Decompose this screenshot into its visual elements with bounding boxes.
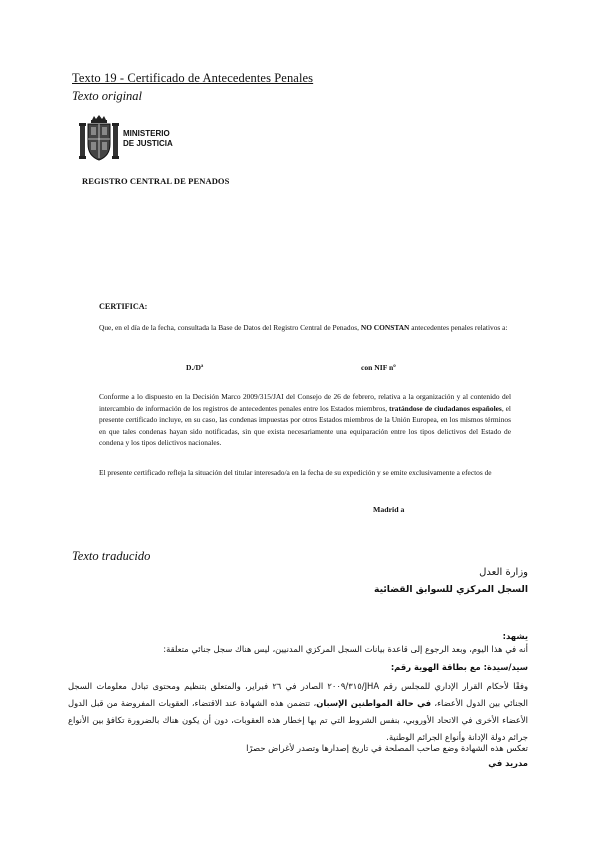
original-text-label: Texto original [72, 89, 143, 103]
arabic-p2-bold: في حالة المواطنين الإسبان [316, 698, 432, 708]
arabic-p2-b: ، تتضمن هذه الشهادة عند الاقتضاء، العقوبات المفروضة من قبل الدول الأعضاء الأخرى في الاتحاد الأوروبي، بنفس الشروط التي تم بها إخطار هذه العقوبات، دون أن يكون هناك بالضرورة تكافؤ بين الأنواع جرائم دولة الإدانة وأنواع الجرائم الوطنية. [68, 698, 528, 742]
arabic-paragraph-3: تعكس هذه الشهادة وضع صاحب المصلحة في تاريخ إصدارها وتصدر لأغراض حصرًا [246, 743, 528, 753]
registry-heading: REGISTRO CENTRAL DE PENADOS [82, 176, 230, 186]
arabic-p2-a: وفقًا لأحكام القرار الإداري للمجلس رقم JHA/٢٠٠٩/٣١٥ الصادر في ٢٦ فبراير، والمتعلق بتنظيم ومحتوى تبادل معلومات السجل الجنائي بين الدول الأعضاء، [68, 681, 529, 708]
arabic-paragraph-2 [68, 678, 528, 746]
ministry-name [123, 129, 173, 149]
coat-of-arms-icon [78, 114, 120, 164]
arabic-name-id-line: سيد/سيدة: مع بطاقة الهوية رقم: [390, 662, 528, 672]
madrid-date-line: Madrid a [373, 505, 405, 514]
p1-bold: NO CONSTAN [360, 323, 410, 332]
arabic-registry: السجل المركزي للسوابق القضائية [374, 584, 528, 595]
translated-text-label: Texto traducido [72, 549, 151, 563]
ministry-line-1: MINISTERIO [123, 129, 170, 138]
p2-bold: tratándose de ciudadanos españoles [389, 403, 502, 413]
p1-text: Que, en el día de la fecha, consultada la Base de Datos del Registro Central de Penados, [99, 323, 361, 332]
arabic-certify: يشهد: [502, 631, 528, 641]
p1-tail: antecedentes penales relativos a: [409, 323, 508, 332]
arabic-ministry: وزارة العدل [479, 567, 528, 578]
ministry-line-2: DE JUSTICIA [123, 139, 173, 148]
dd-label: D./Dª [186, 363, 204, 372]
original-paragraph-1 [99, 322, 511, 334]
original-paragraph-2 [99, 391, 511, 449]
p2-text-a: Conforme a lo dispuesto en la Decisión Marco 2009/315/JAI del Consejo de 26 de febrero, relativa a la organización y al contenido del intercambio de información de los registros de antecedentes penales entre los Estados miembros, [99, 392, 511, 413]
nif-label: con NIF nº [361, 363, 396, 372]
arabic-madrid-line: مدريد في [488, 758, 528, 768]
p2-text-b: , el presente certificado incluye, en su caso, las condenas impuestas por otros Estados miembros de la Unión Europea, en los mismos términos en que tales condenas hayan sido notificadas, sin que exista necesariamente una equiparación entre los tipos delictivos del Estado de condena y los tipos delictivos nacionales. [99, 403, 511, 447]
certifica-heading: CERTIFICA: [99, 302, 148, 311]
page-title: Texto 19 - Certificado de Antecedentes Penales [72, 71, 314, 85]
original-paragraph-3: El presente certificado refleja la situación del titular interesado/a en la fecha de su expedición y se emite exclusivamente a efectos de [99, 468, 492, 477]
arabic-paragraph-1: أنه في هذا اليوم، وبعد الرجوع إلى قاعدة بيانات السجل المركزي المدنيين، ليس هناك سجل جنائي متعلقة: [163, 644, 528, 654]
